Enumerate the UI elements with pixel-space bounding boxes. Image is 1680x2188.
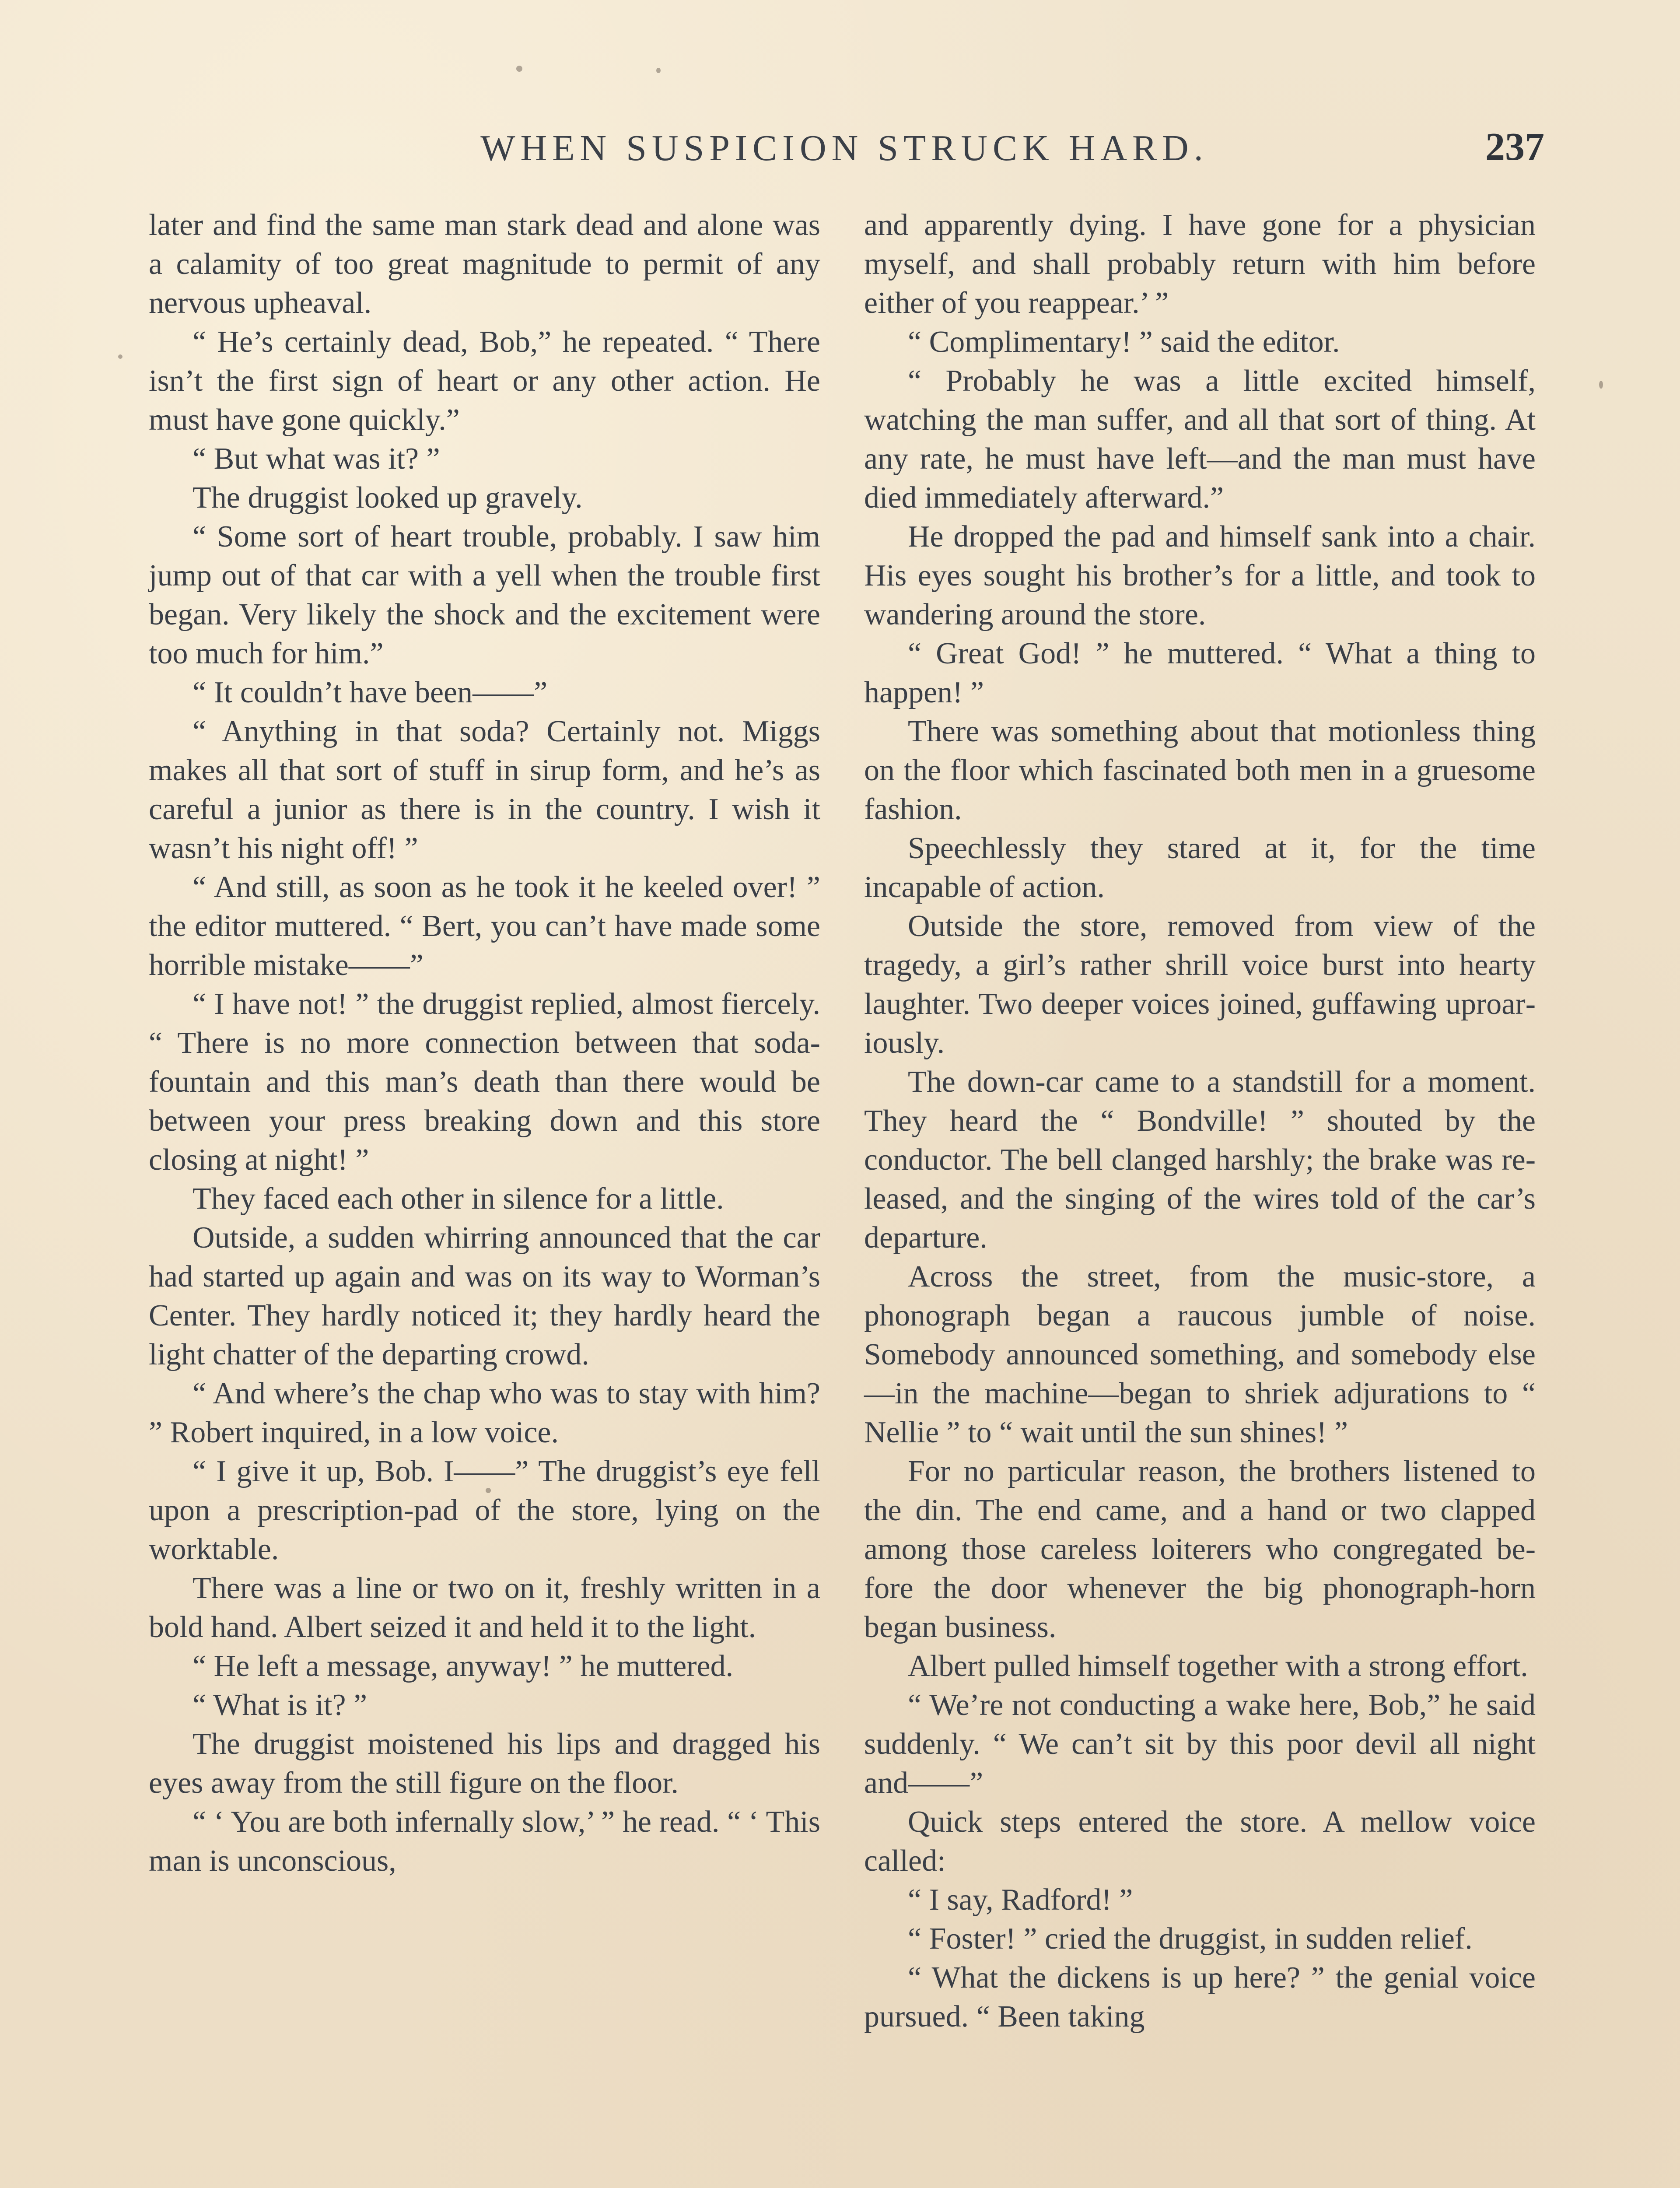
paragraph: “ Complimentary! ” said the editor. xyxy=(908,325,1340,359)
paragraph: “ And still, as soon as he took it he keeled over! ” the editor muttered. “ Bert, you can’t have made some horrible mistake——” xyxy=(149,870,820,982)
paragraph: He dropped the pad and himself sank into a chair. His eyes sought his brother’s for a little, and took to wandering around the store. xyxy=(864,520,1536,631)
paragraph: Albert pulled himself together with a strong effort. xyxy=(908,1649,1528,1683)
running-title: WHEN SUSPICION STRUCK HARD. xyxy=(480,128,1208,168)
paragraph: The druggist looked up gravely. xyxy=(192,481,583,515)
paper-speck xyxy=(516,66,522,72)
paragraph: “ He left a message, anyway! ” he muttered. xyxy=(192,1649,734,1683)
paper-speck xyxy=(1599,381,1603,389)
paragraph: “ I give it up, Bob. I——” The druggist’s eye fell upon a prescription-pad of the store, lying on the worktable. xyxy=(149,1455,820,1566)
paragraph: For no particular reason, the brothers listened to the din. The end came, and a hand or two clapped among those careless loiterers who congregated before the door whenever the big phonograph-horn began business. xyxy=(864,1455,1536,1644)
paragraph: “ ‘ You are both infernally slow,’ ” he read. “ ‘ This man is unconscious, xyxy=(149,1805,820,1878)
paragraph: “ I say, Radford! ” xyxy=(908,1883,1133,1917)
paragraph: “ And where’s the chap who was to stay with him? ” Robert inquired, in a low voice. xyxy=(149,1377,820,1449)
paragraph: Quick steps entered the store. A mellow voice called: xyxy=(864,1805,1536,1878)
paragraph: Outside the store, removed from view of the tragedy, a girl’s rather shrill voice burst into hearty laughter. Two deeper voices joined, guffawing uproariously. xyxy=(864,909,1536,1060)
paragraph: The down-car came to a standstill for a moment. They heard the “ Bondville! ” shouted by the conductor. The bell clanged harshly; the brake was released, and the singing of the wires told of the car’s departure. xyxy=(864,1065,1536,1255)
paragraph: There was a line or two on it, freshly written in a bold hand. Albert seized it and held it to the light. xyxy=(149,1571,820,1644)
paragraph: “ Great God! ” he muttered. “ What a thing to happen! ” xyxy=(864,637,1536,709)
paragraph: “ Anything in that soda? Certainly not. Miggs makes all that sort of stuff in sirup form, and he’s as careful a junior as there is in the country. I wish it wasn’t his night off! ” xyxy=(149,715,820,865)
paragraph: Speechlessly they stared at it, for the time incapable of action. xyxy=(864,831,1536,904)
paper-speck xyxy=(118,354,122,359)
paper-speck xyxy=(656,68,661,73)
paragraph: Outside, a sudden whirring announced that the car had started up again and was on its way to Worman’s Center. They hardly noticed it; they hardly heard the light chatter of the departing crowd. xyxy=(149,1221,820,1371)
paragraph: “ Some sort of heart trouble, probably. I saw him jump out of that car with a yell when the trouble first began. Very likely the shock and the excitement were too much for him.” xyxy=(149,520,820,670)
page-number: 237 xyxy=(1485,125,1544,168)
paragraph: “ I have not! ” the druggist replied, almost fiercely. “ There is no more connection between that soda-fountain and this man’s death than there would be between your press breaking down and this store closing at night! ” xyxy=(149,987,820,1177)
paragraph: and apparently dying. I have gone for a physician myself, and shall probably return with him before either of you reappear.’ ” xyxy=(864,208,1536,320)
page-header xyxy=(144,127,1544,175)
paragraph: later and find the same man stark dead and alone was a calamity of too great magnitude to permit of any nervous upheaval. xyxy=(149,208,820,320)
paragraph: “ It couldn’t have been——” xyxy=(192,676,548,709)
paragraph: They faced each other in silence for a little. xyxy=(192,1182,724,1216)
paragraph: “ He’s certainly dead, Bob,” he repeated. “ There isn’t the first sign of heart or any other action. He must have gone quickly.” xyxy=(149,325,820,437)
paragraph: “ We’re not conducting a wake here, Bob,” he said suddenly. “ We can’t sit by this poor devil all night and——” xyxy=(864,1688,1536,1800)
paragraph: The druggist moistened his lips and dragged his eyes away from the still figure on the floor. xyxy=(149,1727,820,1800)
paragraph: “ Probably he was a little excited himself, watching the man suffer, and all that sort of thing. At any rate, he must have left—and the man must have died immediately afterward.” xyxy=(864,364,1536,515)
left-text-column xyxy=(149,206,820,1880)
paragraph: “ What is it? ” xyxy=(192,1688,368,1722)
paper-speck xyxy=(486,1488,491,1493)
paragraph: “ But what was it? ” xyxy=(192,442,440,476)
paragraph: There was something about that motionless thing on the floor which fascinated both men in a gruesome fashion. xyxy=(864,715,1536,826)
paragraph: Across the street, from the music-store, a phonograph began a raucous jumble of noise. Somebody announced something, and somebody else—in the machine—began to shriek adjurations to “ Nellie ” to “ wait until the sun shines! ” xyxy=(864,1260,1536,1449)
right-text-column xyxy=(864,206,1536,2036)
paragraph: “ What the dickens is up here? ” the genial voice pursued. “ Been taking xyxy=(864,1961,1536,2034)
paragraph: “ Foster! ” cried the druggist, in sudden relief. xyxy=(908,1922,1473,1956)
